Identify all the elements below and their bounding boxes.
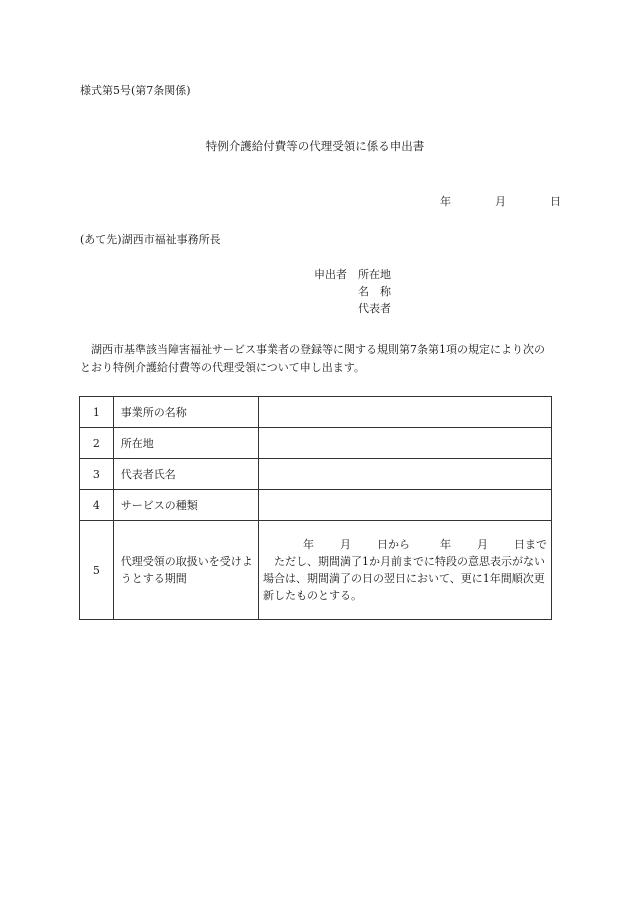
row-item-label: 事業所の名称 xyxy=(113,397,258,428)
table-row xyxy=(80,397,552,428)
row-item-label: 代表者氏名 xyxy=(113,459,258,490)
date-month-label: 月 xyxy=(495,195,506,208)
form-number: 様式第5号(第7条関係) xyxy=(80,84,191,97)
period-end-year: 年 xyxy=(440,538,451,551)
date-year-label: 年 xyxy=(440,195,451,208)
table-row xyxy=(80,521,552,620)
row-item-label: サービスの種類 xyxy=(113,490,258,521)
period-note: ただし、期間満了1か月前までに特段の意思表示がない場合は、期間満了の日の翌日において、更に1年間順次更新したものとする。 xyxy=(263,555,545,602)
service-type-field[interactable] xyxy=(259,490,552,521)
applicant-block xyxy=(314,266,391,317)
row-number: 4 xyxy=(80,490,114,521)
address-field[interactable] xyxy=(259,428,552,459)
row-number: 3 xyxy=(80,459,114,490)
applicant-name-label: 名 称 xyxy=(358,285,391,298)
date-line xyxy=(440,193,561,209)
row-number: 1 xyxy=(80,397,114,428)
period-start-month: 月 xyxy=(340,538,351,551)
addressee: (あて先)湖西市福祉事務所長 xyxy=(80,233,221,246)
body-text: 湖西市基準該当障害福祉サービス事業者の登録等に関する規則第7条第1項の規定により次のとおり特例介護給付費等の代理受領について申し出ます。 xyxy=(80,343,545,374)
row-item-label: 代理受領の取扱いを受けようとする期間 xyxy=(113,521,258,620)
period-end-day: 日まで xyxy=(514,538,547,551)
applicant-address-label: 所在地 xyxy=(358,268,391,281)
date-day-label: 日 xyxy=(550,195,561,208)
period-end-month: 月 xyxy=(477,538,488,551)
items-table xyxy=(79,396,552,620)
period-start-day: 日から xyxy=(377,538,410,551)
applicant-representative-label: 代表者 xyxy=(358,302,391,315)
applicant-address-row xyxy=(314,266,391,283)
table-row xyxy=(80,459,552,490)
facility-name-field[interactable] xyxy=(259,397,552,428)
period-start-year: 年 xyxy=(303,538,314,551)
table-row xyxy=(80,490,552,521)
representative-name-field[interactable] xyxy=(259,459,552,490)
row-number: 2 xyxy=(80,428,114,459)
applicant-label: 申出者 xyxy=(314,268,347,281)
table-row xyxy=(80,428,552,459)
row-item-label: 所在地 xyxy=(113,428,258,459)
period-field[interactable] xyxy=(259,521,552,620)
applicant-representative-row xyxy=(314,300,391,317)
applicant-name-row xyxy=(314,283,391,300)
document-title: 特例介護給付費等の代理受領に係る申出書 xyxy=(205,139,425,153)
period-range-line xyxy=(263,536,547,553)
row-number: 5 xyxy=(80,521,114,620)
